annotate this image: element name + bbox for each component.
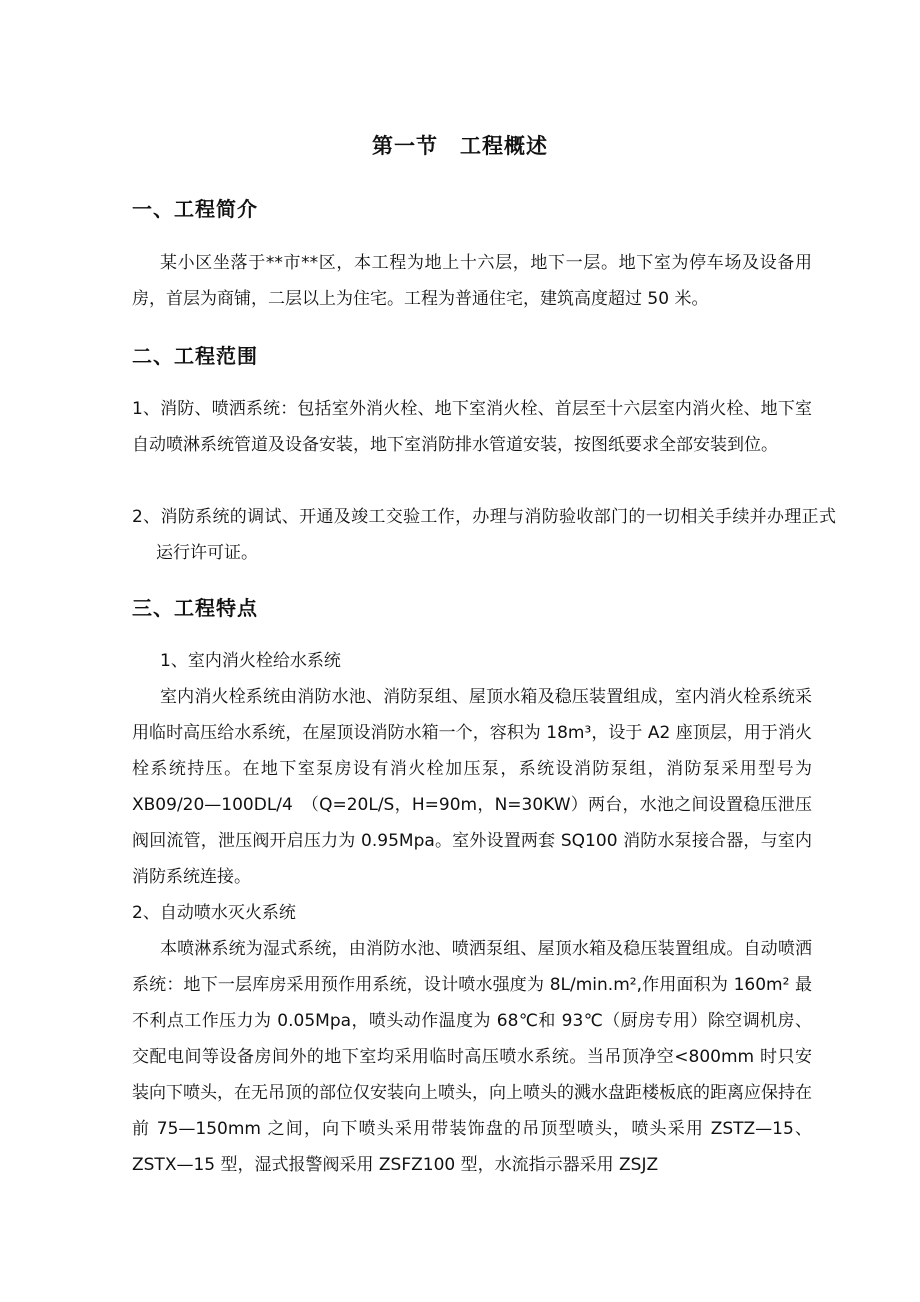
overview-paragraph: 某小区坐落于**市**区，本工程为地上十六层，地下一层。地下室为停车场及设备用房，首层为商铺，二层以上为住宅。工程为普通住宅，建筑高度超过 50 米。 [132, 253, 812, 309]
subsection-title-hydrant: 1、室内消火栓给水系统 [160, 651, 341, 671]
scope-item-1: 1、消防、喷洒系统：包括室外消火栓、地下室消火栓、首层至十六层室内消火栓、地下室自动喷淋系统管道及设备安装，地下室消防排水管道安装，按图纸要求全部安装到位。 [132, 399, 812, 455]
hydrant-paragraph: 室内消火栓系统由消防水池、消防泵组、屋顶水箱及稳压装置组成，室内消火栓系统采用临时高压给水系统，在屋顶设消防水箱一个，容积为 18m³，设于 A2 座顶层，用于消火栓系统持压。在地下室泵房设有消火栓加压泵，系统设消防泵组，消防泵采用型号为 XB09/20—100DL/4 （Q=20L/S，H=90m，N=30KW）两台，水池之间设置稳压泄压阀回流管，泄压阀开启压力为 0.95Mpa。室外设置两套 SQ100 消防水泵接合器，与室内消防系统连接。 [132, 687, 812, 887]
scope-item-2: 2、消防系统的调试、开通及竣工交验工作，办理与消防验收部门的一切相关手续并办理正式运行许可证。 [132, 507, 836, 563]
subsection-title-sprinkler: 2、自动喷水灭火系统 [132, 903, 296, 923]
section-heading-scope: 二、工程范围 [132, 344, 258, 368]
section-heading-overview: 一、工程简介 [132, 197, 258, 221]
sprinkler-paragraph: 本喷淋系统为湿式系统，由消防水池、喷洒泵组、屋顶水箱及稳压装置组成。自动喷洒系统：地下一层库房采用预作用系统，设计喷水强度为 8L/min.m²,作用面积为 160m² 最不利点工作压力为 0.05Mpa，喷头动作温度为 68℃和 93℃（厨房专用）除空调机房、交配电间等设备房间外的地下室均采用临时高压喷水系统。当吊顶净空<800mm 时只安装向下喷头，在无吊顶的部位仅安装向上喷头，向上喷头的溅水盘距楼板底的距离应保持在前 75—150mm 之间，向下喷头采用带装饰盘的吊顶型喷头，喷头采用 ZSTZ—15、ZSTX—15 型，湿式报警阀采用 ZSFZ100 型，水流指示器采用 ZSJZ [132, 939, 812, 1175]
section-heading-features: 三、工程特点 [132, 596, 258, 620]
page-title: 第一节 工程概述 [372, 134, 548, 158]
